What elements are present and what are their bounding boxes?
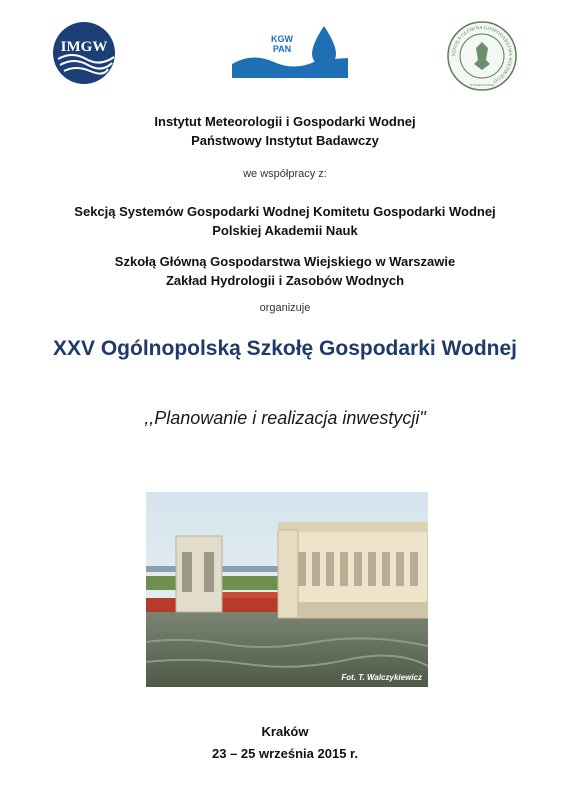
imgw-logo	[52, 21, 116, 85]
event-subtitle: ,,Planowanie i realizacja inwestycji"	[144, 408, 426, 428]
organizer-line2: Państwowy Instytut Badawczy	[191, 133, 379, 148]
dam-photo-image	[146, 492, 428, 687]
sggw-seal-logo	[446, 20, 518, 92]
partner-1-line2: Polskiej Akademii Nauk	[212, 223, 358, 238]
partner-2-line1: Szkołą Główną Gospodarstwa Wiejskiego w Warszawie	[114, 254, 456, 269]
sggw-ring-text: SZKOŁA GŁÓWNA GOSPODARSTWA WIEJSKIEGO	[451, 25, 513, 84]
event-location: Kraków	[261, 724, 309, 739]
kgw-logo-line2: PAN	[272, 44, 292, 54]
partner-2-line2: Zakład Hydrologii i Zasobów Wodnych	[165, 273, 405, 288]
partner-2	[0, 252, 570, 290]
partner-1-line1: Sekcją Systemów Gospodarki Wodnej Komitetu Gospodarki Wodnej	[74, 204, 496, 219]
photo-credit: Fot. T. Walczykiewicz	[341, 673, 422, 682]
partner-1	[0, 202, 570, 240]
kgw-logo-line1: KGW	[271, 34, 293, 44]
organizes-label: organizuje	[259, 302, 311, 314]
event-title: XXV Ogólnopolską Szkołę Gospodarki Wodnej	[52, 337, 518, 360]
event-dates: 23 – 25 września 2015 r.	[212, 746, 358, 761]
organizer-block	[0, 112, 570, 150]
dam-photo	[146, 492, 428, 687]
imgw-logo-text: IMGW	[60, 39, 108, 55]
kgw-pan-logo	[232, 22, 348, 82]
logo-bar	[0, 18, 570, 88]
organizer-line1: Instytut Meteorologii i Gospodarki Wodnej	[154, 114, 416, 129]
sggw-bottom-text: W WARSZAWIE	[469, 83, 495, 87]
cooperation-label: we współpracy z:	[243, 168, 327, 180]
